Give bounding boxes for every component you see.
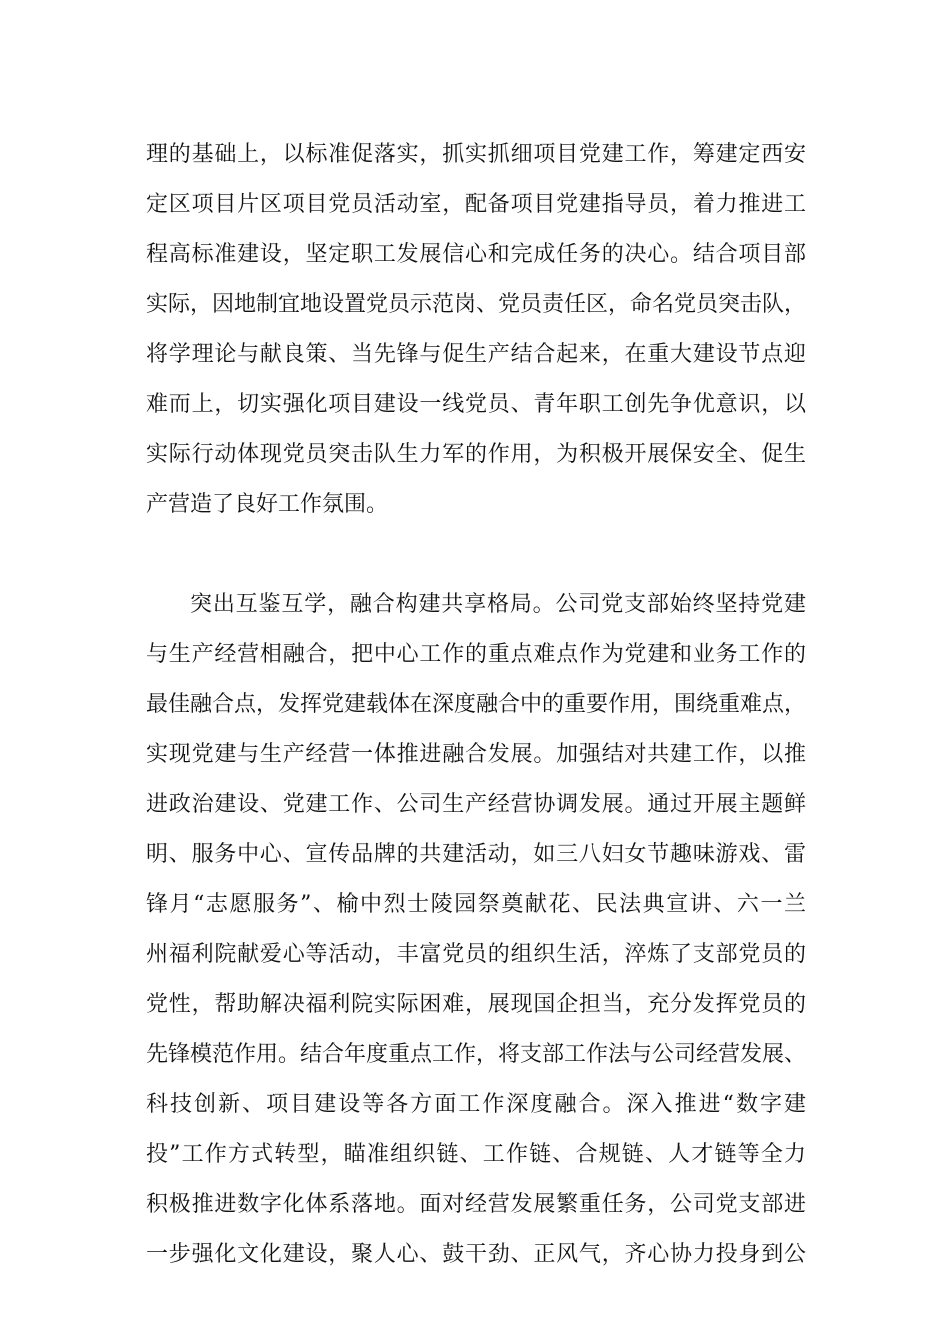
paragraph-line: 实际行动体现党员突击队生力军的作用，为积极开展保安全、促生 (146, 442, 806, 467)
paragraph-line: 难而上，切实强化项目建设一线党员、青年职工创先争优意识，以 (146, 392, 806, 417)
paragraph-line: 锋月“志愿服务”、榆中烈士陵园祭奠献花、民法典宣讲、六一兰 (146, 892, 806, 917)
paragraph-line: 程高标准建设，坚定职工发展信心和完成任务的决心。结合项目部 (146, 242, 806, 267)
paragraph-line: 进政治建设、党建工作、公司生产经营协调发展。通过开展主题鲜 (146, 792, 806, 817)
body-text (146, 130, 806, 1280)
paragraph-line: 与生产经营相融合，把中心工作的重点难点作为党建和业务工作的 (146, 642, 806, 667)
paragraph-1 (146, 130, 806, 530)
paragraph-line: 实际，因地制宜地设置党员示范岗、党员责任区，命名党员突击队， (146, 292, 807, 317)
paragraph-line: 产营造了良好工作氛围。 (146, 492, 389, 517)
paragraph-line: 投”工作方式转型，瞄准组织链、工作链、合规链、人才链等全力 (146, 1142, 806, 1167)
paragraph-line: 理的基础上，以标准促落实，抓实抓细项目党建工作，筹建定西安 (146, 142, 806, 167)
paragraph-line: 先锋模范作用。结合年度重点工作，将支部工作法与公司经营发展、 (146, 1042, 807, 1067)
paragraph-line: 实现党建与生产经营一体推进融合发展。加强结对共建工作，以推 (146, 742, 806, 767)
paragraph-line: 突出互鉴互学，融合构建共享格局。公司党支部始终坚持党建 (190, 592, 806, 617)
paragraph-line: 党性，帮助解决福利院实际困难，展现国企担当，充分发挥党员的 (146, 992, 806, 1017)
paragraph-line: 定区项目片区项目党员活动室，配备项目党建指导员，着力推进工 (146, 192, 806, 217)
paragraph-spacer (146, 530, 806, 580)
paragraph-line: 州福利院献爱心等活动，丰富党员的组织生活，淬炼了支部党员的 (146, 942, 806, 967)
paragraph-line: 最佳融合点，发挥党建载体在深度融合中的重要作用，围绕重难点， (146, 692, 807, 717)
paragraph-line: 一步强化文化建设，聚人心、鼓干劲、正风气，齐心协力投身到公 (146, 1242, 806, 1267)
paragraph-line: 科技创新、项目建设等各方面工作深度融合。深入推进“数字建 (146, 1092, 806, 1117)
paragraph-line: 明、服务中心、宣传品牌的共建活动，如三八妇女节趣味游戏、雷 (146, 842, 806, 867)
paragraph-line: 将学理论与献良策、当先锋与促生产结合起来，在重大建设节点迎 (146, 342, 806, 367)
paragraph-line: 积极推进数字化体系落地。面对经营发展繁重任务，公司党支部进 (146, 1192, 806, 1217)
paragraph-2 (146, 580, 806, 1280)
